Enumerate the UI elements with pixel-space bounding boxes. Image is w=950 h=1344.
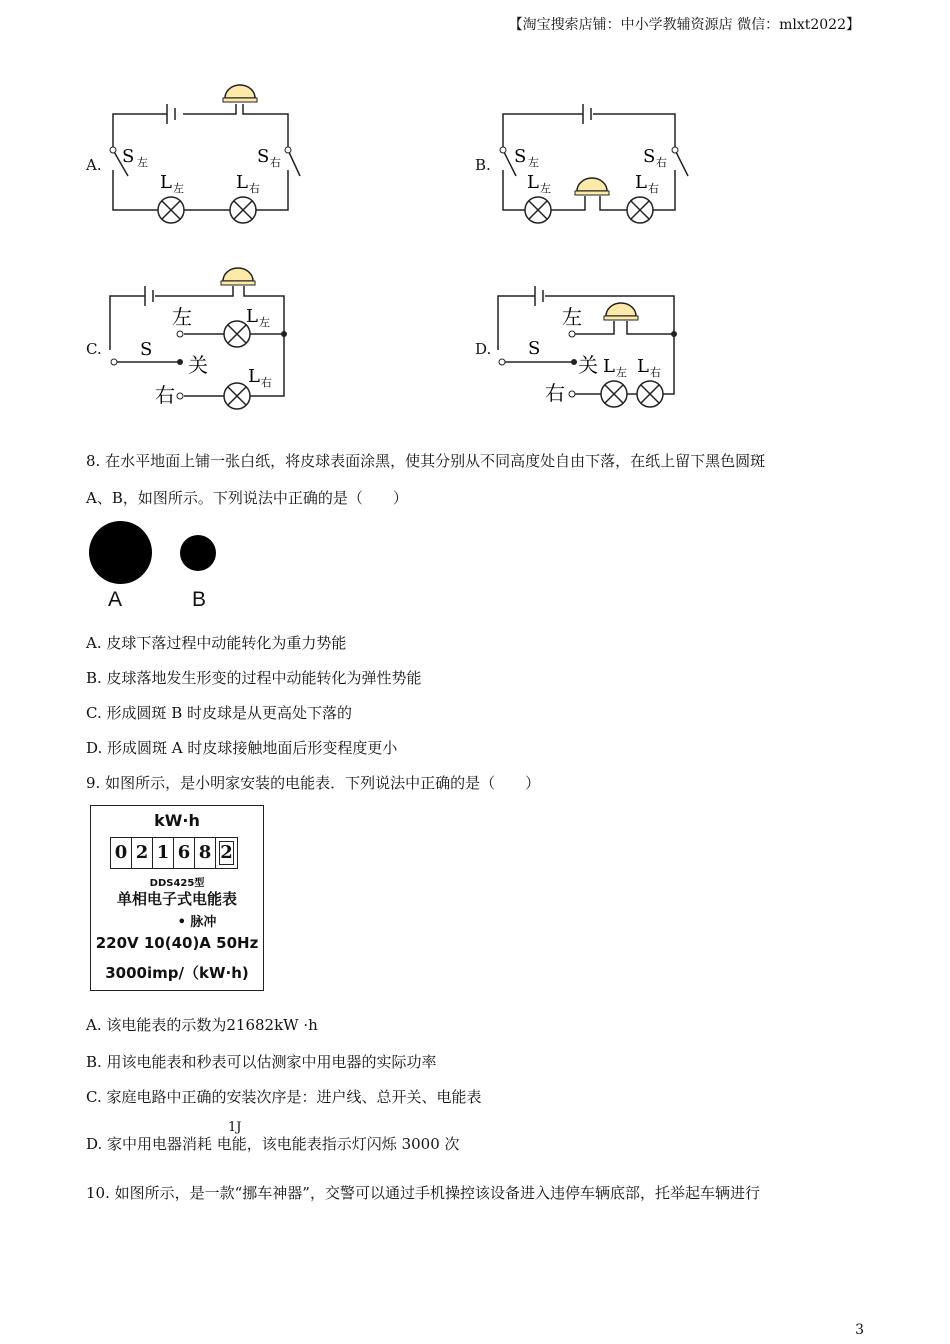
svg-text:L: L xyxy=(527,172,539,193)
circuit-a xyxy=(100,78,320,228)
svg-text:关: 关 xyxy=(578,353,598,377)
energy-meter xyxy=(90,805,264,991)
meter-digit: 8 xyxy=(195,838,216,868)
question-9-option-c: C. 家庭电路中正确的安装次序是：进户线、总开关、电能表 xyxy=(86,1088,482,1106)
meter-digits xyxy=(110,837,238,869)
meter-constant: 3000imp/（kW·h) xyxy=(105,964,249,982)
page-header: 【淘宝搜索店铺：中小学教辅资源店 微信：mlxt2022】 xyxy=(508,17,860,33)
meter-digit-decimal: 2 xyxy=(216,838,237,868)
question-8-option-a: A. 皮球下落过程中动能转化为重力势能 xyxy=(86,634,347,652)
meter-rating: 220V 10(40)A 50Hz xyxy=(95,934,259,952)
question-9-option-d-energy: 1J xyxy=(228,1120,242,1135)
spot-b-label: B xyxy=(192,588,207,611)
meter-digit: 2 xyxy=(132,838,153,868)
question-9-stem: 9. 如图所示，是小明家安装的电能表．下列说法中正确的是（ ） xyxy=(86,774,541,792)
question-8-option-b: B. 皮球落地发生形变的过程中动能转化为弹性势能 xyxy=(86,669,422,687)
svg-text:左: 左 xyxy=(616,366,627,379)
svg-text:S: S xyxy=(257,146,270,167)
option-d-label: D. xyxy=(475,340,492,358)
svg-text:左: 左 xyxy=(259,316,270,329)
option-a-label: A. xyxy=(86,156,102,174)
circuit-d xyxy=(490,278,690,423)
svg-text:L: L xyxy=(246,306,258,327)
svg-text:右: 右 xyxy=(270,156,281,169)
circuit-b xyxy=(490,78,710,228)
svg-text:L: L xyxy=(248,366,260,387)
spot-a-label: A xyxy=(108,588,123,611)
svg-text:左: 左 xyxy=(540,182,551,195)
svg-text:左: 左 xyxy=(137,156,148,169)
svg-text:S: S xyxy=(643,146,656,167)
svg-text:S: S xyxy=(528,338,541,359)
svg-text:S: S xyxy=(514,146,527,167)
meter-digit: 0 xyxy=(111,838,132,868)
bell-icon xyxy=(604,303,638,320)
option-b-label: B. xyxy=(475,156,491,174)
page-number: 3 xyxy=(855,1322,864,1338)
svg-text:左: 左 xyxy=(562,305,582,329)
svg-text:左: 左 xyxy=(173,182,184,195)
option-c-label: C. xyxy=(86,340,102,358)
svg-text:S: S xyxy=(140,339,153,360)
question-8-stem-line1: 8. 在水平地面上铺一张白纸，将皮球表面涂黑，使其分别从不同高度处自由下落，在纸上留下黑色圆斑 xyxy=(86,452,766,470)
bell-icon xyxy=(223,85,257,102)
svg-text:关: 关 xyxy=(188,353,208,377)
svg-text:右: 右 xyxy=(261,376,272,389)
svg-text:右: 右 xyxy=(155,383,175,407)
question-9-option-d: D. 家中用电器消耗 电能，该电能表指示灯闪烁 3000 次 xyxy=(86,1135,460,1153)
question-9-option-a: A. 该电能表的示数为21682kW ·h xyxy=(86,1016,318,1034)
meter-digit: 6 xyxy=(174,838,195,868)
meter-digit: 1 xyxy=(153,838,174,868)
question-10-stem: 10. 如图所示，是一款“挪车神器”，交警可以通过手机操控该设备进入违停车辆底部，托举起车辆进行 xyxy=(86,1184,760,1202)
meter-pulse: • 脉冲 xyxy=(177,915,217,930)
svg-text:左: 左 xyxy=(172,305,192,329)
question-8-option-c: C. 形成圆斑 B 时皮球是从更高处下落的 xyxy=(86,704,353,722)
svg-text:L: L xyxy=(635,172,647,193)
svg-text:右: 右 xyxy=(650,366,661,379)
question-9-option-b: B. 用该电能表和秒表可以估测家中用电器的实际功率 xyxy=(86,1053,437,1071)
svg-text:右: 右 xyxy=(545,381,565,405)
bell-icon xyxy=(221,268,255,285)
spot-a xyxy=(89,521,152,584)
svg-text:右: 右 xyxy=(648,182,659,195)
svg-text:L: L xyxy=(236,172,248,193)
bell-icon xyxy=(575,178,609,195)
circuit-c xyxy=(100,262,300,422)
question-8-stem-line2: A、B，如图所示。下列说法中正确的是（ ） xyxy=(86,489,408,507)
svg-text:L: L xyxy=(637,356,649,377)
svg-text:右: 右 xyxy=(656,156,667,169)
meter-unit: kW·h xyxy=(154,811,200,830)
meter-model: DDS425型 xyxy=(149,878,205,889)
svg-text:L: L xyxy=(603,356,615,377)
svg-text:S: S xyxy=(122,146,135,167)
svg-text:L: L xyxy=(160,172,172,193)
meter-name: 单相电子式电能表 xyxy=(116,890,237,908)
spot-b xyxy=(180,535,216,571)
svg-text:右: 右 xyxy=(249,182,260,195)
svg-text:左: 左 xyxy=(528,156,539,169)
question-8-option-d: D. 形成圆斑 A 时皮球接触地面后形变程度更小 xyxy=(86,739,398,757)
